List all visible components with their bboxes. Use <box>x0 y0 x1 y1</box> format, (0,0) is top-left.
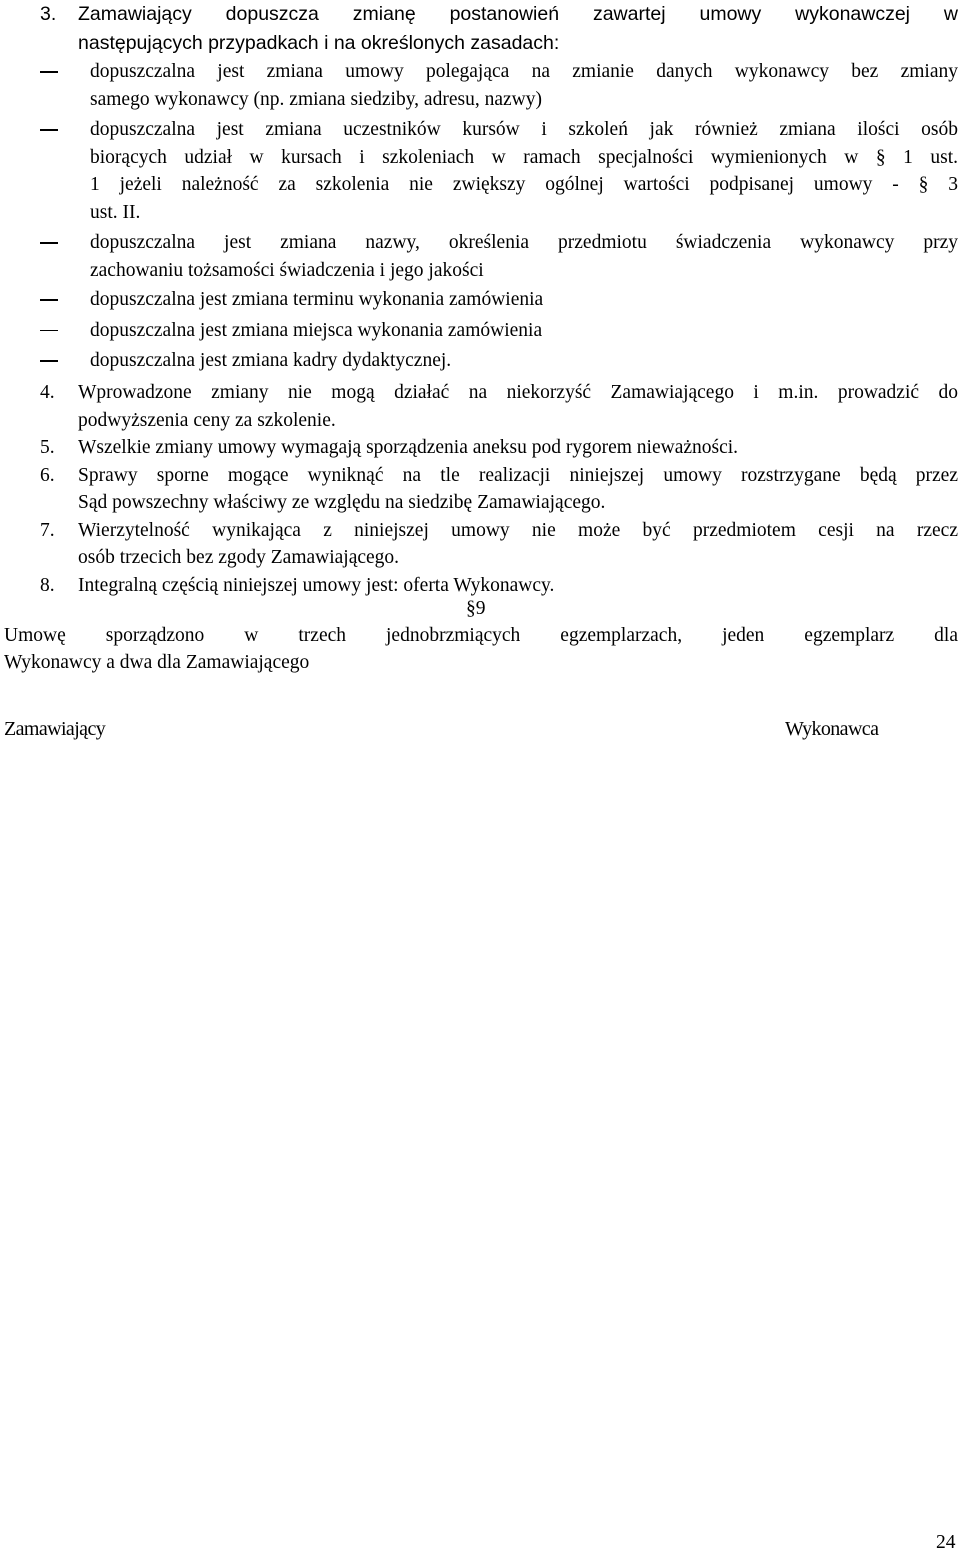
list-item <box>40 116 958 226</box>
clause-line: Zamawiający dopuszcza zmianę postanowień zawartej umowy wykonawczej w <box>78 3 958 25</box>
clause-line: Wprowadzone zmiany nie mogą działać na niekorzyść Zamawiającego i m.in. prowadzić do <box>78 382 958 403</box>
list-item-line: biorących udział w kursach i szkoleniach w ramach specjalności wymienionych w § 1 ust. <box>90 146 958 168</box>
clause-text <box>78 0 958 58</box>
closing-line: Umowę sporządzono w trzech jednobrzmiących egzemplarzach, jeden egzemplarz dla <box>4 625 958 646</box>
list-item-line: zachowaniu tożsamości świadczenia i jego jakości <box>90 259 484 281</box>
closing-paragraph <box>4 622 958 676</box>
clause-line: osób trzecich bez zgody Zamawiającego. <box>78 547 400 568</box>
list-item-line: 1 jeżeli należność za szkolenia nie zwiększy ogólnej wartości podpisanej umowy - § 3 <box>90 174 958 195</box>
clause-number: 8. <box>40 574 55 596</box>
dash-bullet <box>40 360 58 362</box>
clause-line: Integralną częścią niniejszej umowy jest: oferta Wykonawcy. <box>78 574 555 596</box>
dash-bullet <box>40 242 58 244</box>
clause-number: 5. <box>40 437 55 458</box>
list-item-line: dopuszczalna jest zmiana terminu wykonania zamówienia <box>90 289 544 310</box>
clause-number: 4. <box>40 382 55 403</box>
list-item <box>40 317 958 345</box>
dash-bullet <box>40 71 58 73</box>
clauses-4-8 <box>40 379 958 599</box>
clause-line: Wszelkie zmiany umowy wymagają sporządzenia aneksu pod rygorem nieważności. <box>78 437 739 458</box>
clause-5 <box>40 434 958 462</box>
dash-bullet <box>40 129 58 131</box>
clause-7 <box>40 517 958 572</box>
page-number: 24 <box>936 1532 956 1553</box>
clause-number: 6. <box>40 464 55 486</box>
dash-bullet <box>40 299 58 301</box>
clause-line: Sprawy sporne mogące wyniknąć na tle realizacji niniejszej umowy rozstrzygane będą przez <box>78 464 958 486</box>
list-item <box>40 286 958 314</box>
clause-3 <box>40 0 958 58</box>
list-item <box>40 347 958 375</box>
clause-6 <box>40 462 958 517</box>
section-heading: §9 <box>466 598 486 619</box>
clause-8 <box>40 572 958 600</box>
list-item-line: samego wykonawcy (np. zmiana siedziby, adresu, nazwy) <box>90 88 542 110</box>
signature-ordering-party: Zamawiający <box>4 718 106 740</box>
clause-line: Sąd powszechny właściwy ze względu na siedzibę Zamawiającego. <box>78 492 606 513</box>
list-item-line: dopuszczalna jest zmiana nazwy, określenia przedmiotu świadczenia wykonawcy przy <box>90 232 958 253</box>
clause-line: Wierzytelność wynikająca z niniejszej umowy nie może być przedmiotem cesji na rzecz <box>78 519 958 541</box>
clause-line: następujących przypadkach i na określonych zasadach: <box>78 32 560 54</box>
clause-4 <box>40 379 958 434</box>
clause-line: podwyższenia ceny za szkolenie. <box>78 409 336 431</box>
list-item-line: dopuszczalna jest zmiana miejsca wykonania zamówienia <box>90 319 543 341</box>
list-item-line: dopuszczalna jest zmiana uczestników kursów i szkoleń jak również zmiana ilości osób <box>90 119 958 140</box>
list-item-line: dopuszczalna jest zmiana umowy polegająca na zmianie danych wykonawcy bez zmiany <box>90 61 958 82</box>
signature-contractor: Wykonawca <box>785 718 879 740</box>
list-item-line: ust. II. <box>90 201 141 223</box>
clause-number: 7. <box>40 519 55 541</box>
dash-bullet <box>40 330 58 332</box>
list-item <box>40 58 958 113</box>
list-item <box>40 229 958 284</box>
clause-number: 3. <box>40 3 57 25</box>
change-cases-list <box>40 58 958 375</box>
closing-line: Wykonawcy a dwa dla Zamawiającego <box>4 652 310 673</box>
list-item-line: dopuszczalna jest zmiana kadry dydaktycznej. <box>90 350 452 371</box>
